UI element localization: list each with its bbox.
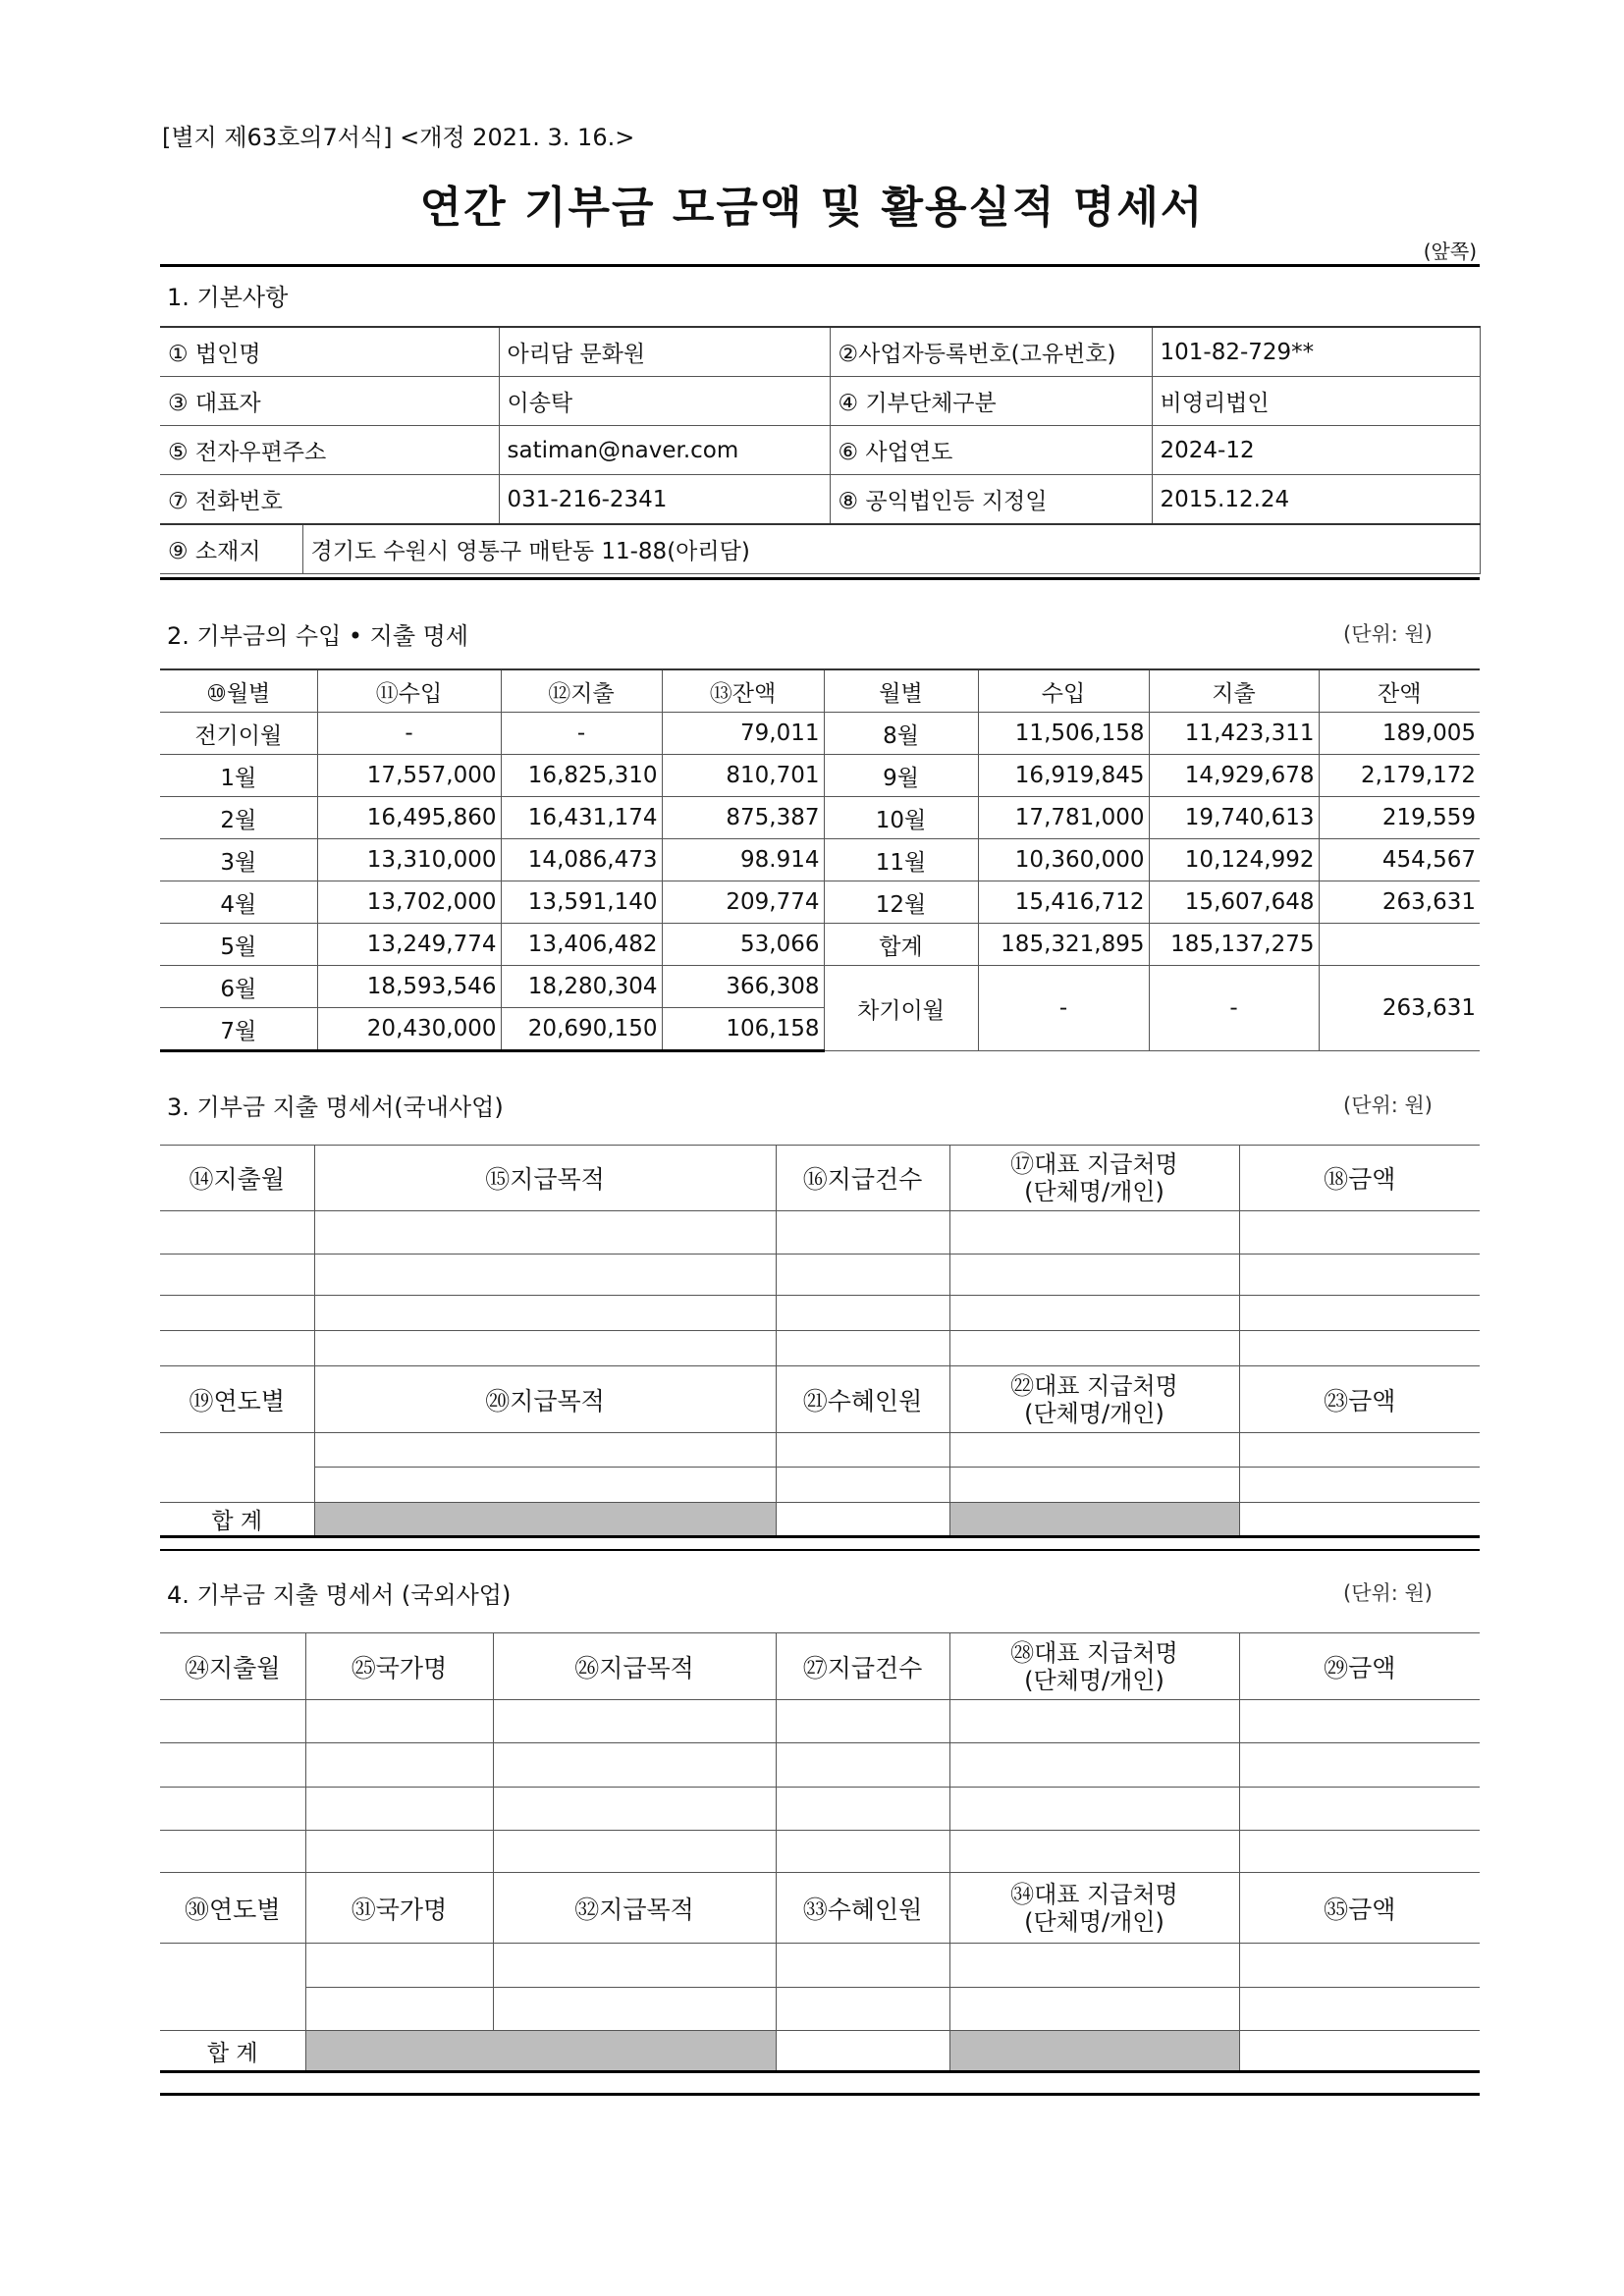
info-row xyxy=(160,377,1480,426)
amount-cell: 454,567 xyxy=(1319,839,1480,881)
field-label: ① 법인명 xyxy=(160,327,499,377)
amount-cell: 14,929,678 xyxy=(1149,755,1319,797)
table-row xyxy=(160,1255,1480,1296)
cell[interactable] xyxy=(1239,1944,1480,1988)
cell[interactable] xyxy=(776,1944,949,1988)
amount-cell: 10,360,000 xyxy=(978,839,1149,881)
table-row xyxy=(160,1944,1480,1988)
table-row xyxy=(160,1468,1480,1503)
col-header xyxy=(949,1633,1239,1700)
cell[interactable] xyxy=(493,1831,776,1873)
info-row xyxy=(160,327,1480,377)
header-row xyxy=(160,1146,1480,1211)
amount-cell: 875,387 xyxy=(662,797,824,839)
total-row xyxy=(160,2031,1480,2072)
cell[interactable] xyxy=(1239,1788,1480,1831)
amount-cell: 189,005 xyxy=(1319,713,1480,755)
month-cell: 5월 xyxy=(160,924,317,966)
col-header-line: (단체명/개인) xyxy=(1024,1178,1164,1205)
cell[interactable] xyxy=(949,1255,1239,1296)
amount-cell: 16,825,310 xyxy=(501,755,662,797)
col-header-line: (단체명/개인) xyxy=(1024,1666,1164,1694)
col-header-line: ⑰대표 지급처명 xyxy=(1010,1150,1178,1178)
field-label: ②사업자등록번호(고유번호) xyxy=(830,327,1152,377)
col-header: ㉗지급건수 xyxy=(776,1633,949,1700)
month-cell: 2월 xyxy=(160,797,317,839)
cell[interactable] xyxy=(776,1788,949,1831)
col-header xyxy=(949,1146,1239,1211)
col-header: ⑳지급목적 xyxy=(314,1366,776,1433)
table-row xyxy=(160,755,1480,797)
amount-cell: 185,321,895 xyxy=(978,924,1149,966)
cell[interactable] xyxy=(314,1296,776,1331)
cell[interactable] xyxy=(160,1743,305,1788)
cell[interactable] xyxy=(1239,1433,1480,1468)
field-value: 2024-12 xyxy=(1152,426,1480,475)
col-header-line: ㉘대표 지급처명 xyxy=(1010,1638,1178,1667)
table-row xyxy=(160,924,1480,966)
cell[interactable] xyxy=(1239,1831,1480,1873)
cell[interactable] xyxy=(949,1788,1239,1831)
field-label: ⑧ 공익법인등 지정일 xyxy=(830,475,1152,525)
domestic-expense-table xyxy=(160,1145,1480,1538)
amount-cell: 15,416,712 xyxy=(978,881,1149,924)
col-header: ⑮지급목적 xyxy=(314,1146,776,1211)
cell[interactable] xyxy=(949,1700,1239,1743)
amount-cell: 17,557,000 xyxy=(317,755,501,797)
cell[interactable] xyxy=(949,1296,1239,1331)
amount-cell: 20,430,000 xyxy=(317,1008,501,1051)
cell[interactable] xyxy=(493,1700,776,1743)
header-row xyxy=(160,1633,1480,1700)
month-cell: 전기이월 xyxy=(160,713,317,755)
col-header: 수입 xyxy=(978,669,1149,713)
table-row xyxy=(160,1211,1480,1255)
section2-unit: (단위: 원) xyxy=(1343,622,1433,646)
cell[interactable] xyxy=(1239,1255,1480,1296)
table-row xyxy=(160,1743,1480,1788)
divider xyxy=(160,264,1480,267)
section2-heading: 2. 기부금의 수입 • 지출 명세 xyxy=(167,622,469,650)
table-row xyxy=(160,797,1480,839)
cell[interactable] xyxy=(305,1788,493,1831)
month-cell: 합계 xyxy=(824,924,978,966)
divider xyxy=(160,577,1480,580)
cell[interactable] xyxy=(776,1296,949,1331)
field-label: ⑥ 사업연도 xyxy=(830,426,1152,475)
amount-cell: 263,631 xyxy=(1319,881,1480,924)
month-cell: 8월 xyxy=(824,713,978,755)
month-cell: 1월 xyxy=(160,755,317,797)
cell[interactable] xyxy=(949,1831,1239,1873)
form-number: [별지 제63호의7서식] <개정 2021. 3. 16.> xyxy=(162,124,635,151)
col-header: ㉟금액 xyxy=(1239,1873,1480,1944)
cell[interactable] xyxy=(1239,1211,1480,1255)
cell[interactable] xyxy=(160,1211,314,1255)
amount-cell: 185,137,275 xyxy=(1149,924,1319,966)
col-header: ⑫지출 xyxy=(501,669,662,713)
amount-cell: - xyxy=(978,966,1149,1051)
total-row xyxy=(160,1503,1480,1537)
cell[interactable] xyxy=(776,1700,949,1743)
col-header: ㉓금액 xyxy=(1239,1366,1480,1433)
cell[interactable] xyxy=(1239,1988,1480,2031)
cell[interactable] xyxy=(776,1831,949,1873)
field-value: 비영리법인 xyxy=(1152,377,1480,426)
col-header: 잔액 xyxy=(1319,669,1480,713)
table-row xyxy=(160,881,1480,924)
cell[interactable] xyxy=(314,1433,776,1468)
field-value: 101-82-729** xyxy=(1152,327,1480,377)
header-row xyxy=(160,1873,1480,1944)
shaded-cell xyxy=(949,2031,1239,2072)
amount-cell: 16,919,845 xyxy=(978,755,1149,797)
cell[interactable] xyxy=(776,1468,949,1503)
amount-cell: 18,280,304 xyxy=(501,966,662,1008)
section1-heading: 1. 기본사항 xyxy=(167,284,289,311)
info-row xyxy=(160,475,1480,525)
col-header: ⑱금액 xyxy=(1239,1146,1480,1211)
amount-cell: 16,431,174 xyxy=(501,797,662,839)
col-header-line: ㉞대표 지급처명 xyxy=(1010,1880,1178,1908)
month-cell: 12월 xyxy=(824,881,978,924)
amount-cell: 13,591,140 xyxy=(501,881,662,924)
col-header: ⑪수입 xyxy=(317,669,501,713)
cell[interactable] xyxy=(493,1944,776,1988)
cell[interactable] xyxy=(1239,1503,1480,1537)
cell[interactable] xyxy=(776,2031,949,2072)
cell[interactable] xyxy=(949,1433,1239,1468)
cell[interactable] xyxy=(776,1255,949,1296)
overseas-expense-table xyxy=(160,1632,1480,2073)
field-label: ④ 기부단체구분 xyxy=(830,377,1152,426)
col-header: 월별 xyxy=(824,669,978,713)
month-cell: 7월 xyxy=(160,1008,317,1051)
cell[interactable] xyxy=(776,1743,949,1788)
cell[interactable] xyxy=(305,1700,493,1743)
amount-cell: 20,690,150 xyxy=(501,1008,662,1051)
col-header: ⑯지급건수 xyxy=(776,1146,949,1211)
cell[interactable] xyxy=(160,1433,314,1503)
amount-cell: 13,310,000 xyxy=(317,839,501,881)
month-cell: 4월 xyxy=(160,881,317,924)
address-value: 경기도 수원시 영통구 매탄동 11-88(아리담) xyxy=(302,524,1480,574)
address-label: ⑨ 소재지 xyxy=(160,524,302,574)
col-header: ⑬잔액 xyxy=(662,669,824,713)
cell[interactable] xyxy=(160,1700,305,1743)
divider xyxy=(160,1549,1480,1551)
cell[interactable] xyxy=(949,1331,1239,1366)
header-row xyxy=(160,669,1480,713)
amount-cell xyxy=(1319,924,1480,966)
cell[interactable] xyxy=(776,1503,949,1537)
col-header: ㉔지출월 xyxy=(160,1633,305,1700)
section4-unit: (단위: 원) xyxy=(1343,1581,1433,1605)
table-row xyxy=(160,1988,1480,2031)
cell[interactable] xyxy=(160,1296,314,1331)
cell[interactable] xyxy=(305,1944,493,1988)
col-header: ⑭지출월 xyxy=(160,1146,314,1211)
cell[interactable] xyxy=(493,1743,776,1788)
cell[interactable] xyxy=(314,1468,776,1503)
section4-heading: 4. 기부금 지출 명세서 (국외사업) xyxy=(167,1581,512,1609)
col-header-line: (단체명/개인) xyxy=(1024,1907,1164,1936)
table-row xyxy=(160,1331,1480,1366)
cell[interactable] xyxy=(949,1211,1239,1255)
amount-cell: - xyxy=(317,713,501,755)
col-header: ㉕국가명 xyxy=(305,1633,493,1700)
cell[interactable] xyxy=(949,1743,1239,1788)
amount-cell: 19,740,613 xyxy=(1149,797,1319,839)
cell[interactable] xyxy=(160,1944,305,2031)
col-header-line: ㉒대표 지급처명 xyxy=(1010,1371,1178,1400)
amount-cell: 98.914 xyxy=(662,839,824,881)
field-label: ③ 대표자 xyxy=(160,377,499,426)
table-row xyxy=(160,966,1480,1008)
amount-cell: 13,249,774 xyxy=(317,924,501,966)
cell[interactable] xyxy=(305,1743,493,1788)
col-header: ㉖지급목적 xyxy=(493,1633,776,1700)
table-row xyxy=(160,839,1480,881)
month-cell: 10월 xyxy=(824,797,978,839)
amount-cell: 10,124,992 xyxy=(1149,839,1319,881)
amount-cell: 14,086,473 xyxy=(501,839,662,881)
amount-cell: 13,702,000 xyxy=(317,881,501,924)
cell[interactable] xyxy=(160,1831,305,1873)
amount-cell: 263,631 xyxy=(1319,966,1480,1051)
amount-cell: - xyxy=(1149,966,1319,1051)
amount-cell: 17,781,000 xyxy=(978,797,1149,839)
cell[interactable] xyxy=(949,1988,1239,2031)
cell[interactable] xyxy=(1239,2031,1480,2072)
month-cell: 9월 xyxy=(824,755,978,797)
cell[interactable] xyxy=(314,1255,776,1296)
divider xyxy=(160,2093,1480,2096)
table-row xyxy=(160,1700,1480,1743)
amount-cell: 810,701 xyxy=(662,755,824,797)
field-value: 이송탁 xyxy=(499,377,830,426)
cell[interactable] xyxy=(493,1788,776,1831)
table-row xyxy=(160,1296,1480,1331)
col-header-line: (단체명/개인) xyxy=(1024,1399,1164,1427)
cell[interactable] xyxy=(314,1331,776,1366)
amount-cell: 209,774 xyxy=(662,881,824,924)
amount-cell: 18,593,546 xyxy=(317,966,501,1008)
header-row xyxy=(160,1366,1480,1433)
amount-cell: 2,179,172 xyxy=(1319,755,1480,797)
col-header xyxy=(949,1366,1239,1433)
cell[interactable] xyxy=(776,1433,949,1468)
amount-cell: 219,559 xyxy=(1319,797,1480,839)
amount-cell: 13,406,482 xyxy=(501,924,662,966)
amount-cell: - xyxy=(501,713,662,755)
cell[interactable] xyxy=(776,1211,949,1255)
field-value: 2015.12.24 xyxy=(1152,475,1480,525)
cell[interactable] xyxy=(305,1988,493,2031)
info-row xyxy=(160,426,1480,475)
cell[interactable] xyxy=(314,1211,776,1255)
cell[interactable] xyxy=(776,1331,949,1366)
cell[interactable] xyxy=(305,1831,493,1873)
amount-cell: 15,607,648 xyxy=(1149,881,1319,924)
amount-cell: 79,011 xyxy=(662,713,824,755)
col-header: ㉝수혜인원 xyxy=(776,1873,949,1944)
field-label: ⑤ 전자우편주소 xyxy=(160,426,499,475)
amount-cell: 16,495,860 xyxy=(317,797,501,839)
amount-cell: 366,308 xyxy=(662,966,824,1008)
page-side-label: (앞쪽) xyxy=(1423,240,1477,263)
month-cell: 차기이월 xyxy=(824,966,978,1051)
cell[interactable] xyxy=(1239,1296,1480,1331)
table-row xyxy=(160,1831,1480,1873)
table-row xyxy=(160,1433,1480,1468)
cell[interactable] xyxy=(160,1331,314,1366)
total-label: 합 계 xyxy=(160,1503,314,1537)
col-header: ⑩월별 xyxy=(160,669,317,713)
cell[interactable] xyxy=(1239,1743,1480,1788)
cell[interactable] xyxy=(1239,1468,1480,1503)
income-expense-table xyxy=(160,668,1480,1052)
field-value: satiman@naver.com xyxy=(499,426,830,475)
field-label: ⑦ 전화번호 xyxy=(160,475,499,525)
amount-cell: 11,423,311 xyxy=(1149,713,1319,755)
amount-cell: 11,506,158 xyxy=(978,713,1149,755)
table-row xyxy=(160,1788,1480,1831)
amount-cell: 53,066 xyxy=(662,924,824,966)
col-header: ㉑수혜인원 xyxy=(776,1366,949,1433)
cell[interactable] xyxy=(776,1988,949,2031)
month-cell: 6월 xyxy=(160,966,317,1008)
col-header: ㉛국가명 xyxy=(305,1873,493,1944)
shaded-cell xyxy=(314,1503,776,1537)
table-row xyxy=(160,713,1480,755)
section3-unit: (단위: 원) xyxy=(1343,1094,1433,1117)
field-value: 031-216-2341 xyxy=(499,475,830,525)
col-header: ㉙금액 xyxy=(1239,1633,1480,1700)
basic-info-table xyxy=(160,326,1481,574)
cell[interactable] xyxy=(949,1468,1239,1503)
shaded-cell xyxy=(949,1503,1239,1537)
page-title: 연간 기부금 모금액 및 활용실적 명세서 xyxy=(419,183,1205,233)
section3-heading: 3. 기부금 지출 명세서(국내사업) xyxy=(167,1094,504,1121)
cell[interactable] xyxy=(949,1944,1239,1988)
amount-cell: 106,158 xyxy=(662,1008,824,1051)
cell[interactable] xyxy=(160,1788,305,1831)
total-label: 합 계 xyxy=(160,2031,305,2072)
col-header: 지출 xyxy=(1149,669,1319,713)
shaded-cell xyxy=(305,2031,776,2072)
address-row xyxy=(160,524,1480,574)
col-header: ㉚연도별 xyxy=(160,1873,305,1944)
cell[interactable] xyxy=(1239,1700,1480,1743)
cell[interactable] xyxy=(493,1988,776,2031)
cell[interactable] xyxy=(160,1255,314,1296)
cell[interactable] xyxy=(1239,1331,1480,1366)
month-cell: 3월 xyxy=(160,839,317,881)
col-header xyxy=(949,1873,1239,1944)
col-header: ㉜지급목적 xyxy=(493,1873,776,1944)
field-value: 아리담 문화원 xyxy=(499,327,830,377)
col-header: ⑲연도별 xyxy=(160,1366,314,1433)
month-cell: 11월 xyxy=(824,839,978,881)
